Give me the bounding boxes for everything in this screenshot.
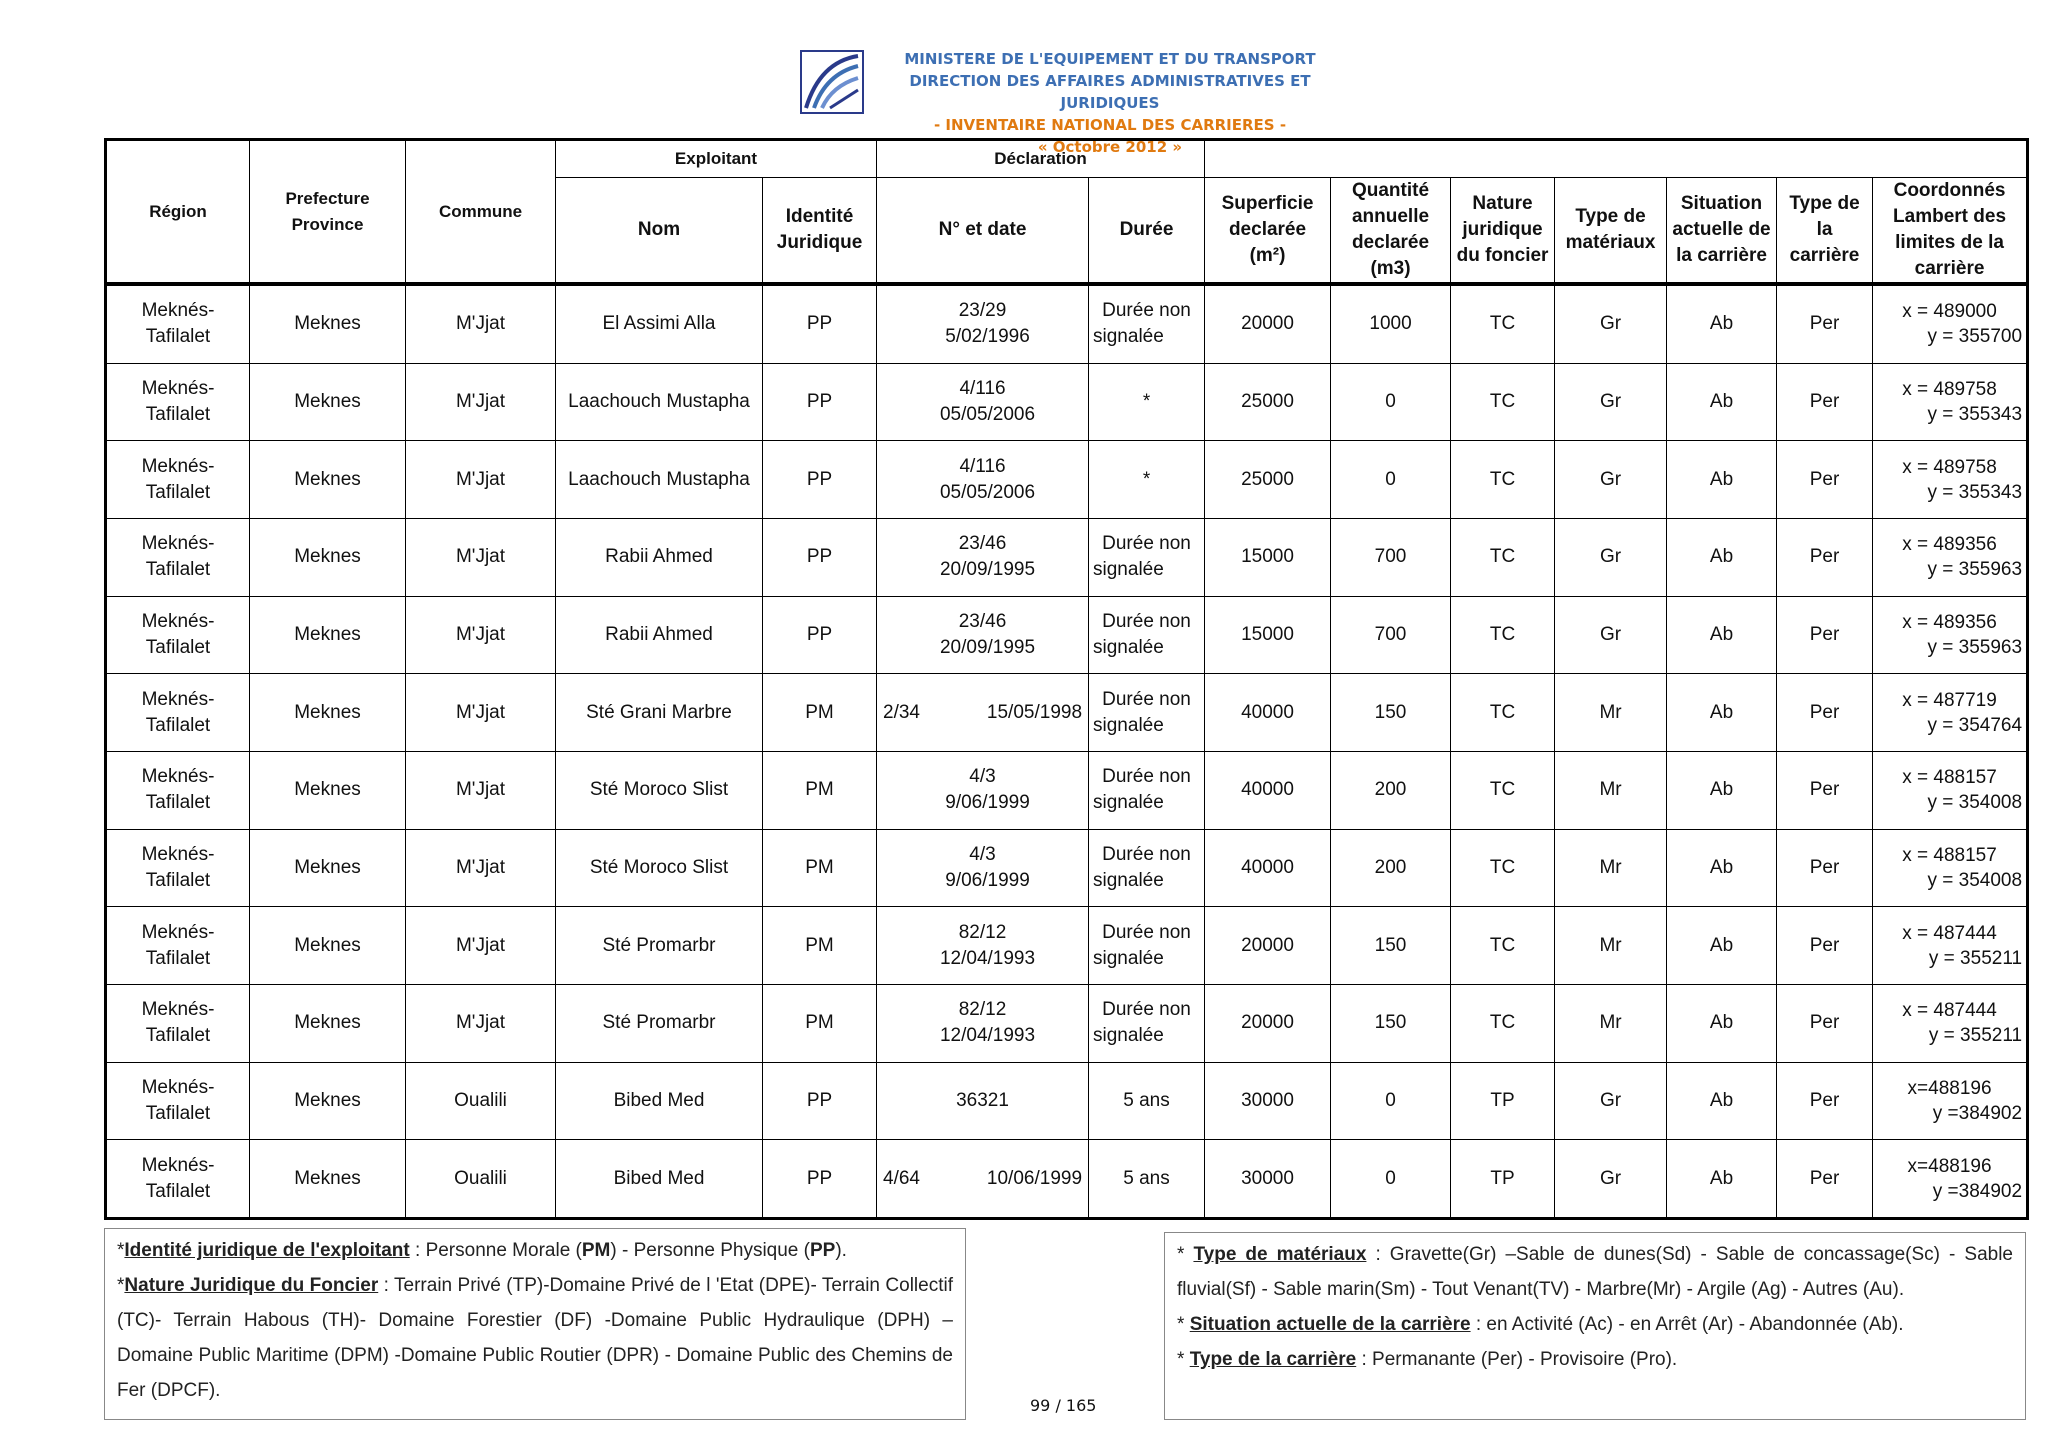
coord-y: y = 355700 — [1927, 326, 2023, 348]
decl-date: 20/09/1995 — [939, 636, 1036, 658]
cell-coordonnees — [1873, 907, 2028, 985]
cell-identite: PP — [763, 284, 877, 363]
group-header-row — [106, 140, 2028, 178]
coord-x: x = 489000 — [1902, 301, 1997, 323]
coord-y: y = 354008 — [1927, 869, 2023, 891]
cell-situation: Ab — [1667, 518, 1777, 596]
cell-num-date — [877, 829, 1089, 907]
cell-region: Meknés-Tafilalet — [106, 984, 250, 1062]
cell-nom: Laachouch Mustapha — [556, 363, 763, 441]
cell-nature: TC — [1451, 984, 1555, 1062]
cell-num-date — [877, 674, 1089, 752]
cell-prefecture: Meknes — [250, 829, 406, 907]
table-row — [106, 1140, 2028, 1219]
cell-commune: Oualili — [406, 1062, 556, 1140]
cell-duree: Durée non signalée — [1089, 518, 1205, 596]
cell-coordonnees — [1873, 751, 2028, 829]
cell-quantite: 0 — [1331, 363, 1451, 441]
cell-situation: Ab — [1667, 441, 1777, 519]
cell-duree: Durée non signalée — [1089, 907, 1205, 985]
cell-commune: Oualili — [406, 1140, 556, 1219]
cell-superficie: 20000 — [1205, 907, 1331, 985]
cell-materiaux: Gr — [1555, 518, 1667, 596]
cell-region: Meknés-Tafilalet — [106, 674, 250, 752]
table-row — [106, 674, 2028, 752]
decl-date: 15/05/1998 — [986, 701, 1083, 723]
cell-type: Per — [1777, 441, 1873, 519]
decl-number: 4/116 — [959, 455, 1006, 477]
col-superficie: Superficie declarée (m²) — [1205, 178, 1331, 285]
col-prefecture: Prefecture Province — [250, 140, 406, 285]
cell-type: Per — [1777, 829, 1873, 907]
cell-quantite: 1000 — [1331, 284, 1451, 363]
cell-nom: Sté Grani Marbre — [556, 674, 763, 752]
cell-nature: TC — [1451, 751, 1555, 829]
col-region: Région — [106, 140, 250, 285]
cell-situation: Ab — [1667, 284, 1777, 363]
cell-region: Meknés-Tafilalet — [106, 596, 250, 674]
cell-identite: PP — [763, 518, 877, 596]
coord-x: x = 488157 — [1902, 767, 1997, 789]
decl-date: 12/04/1993 — [939, 1025, 1036, 1047]
cell-commune: M'Jjat — [406, 441, 556, 519]
cell-type: Per — [1777, 907, 1873, 985]
cell-coordonnees — [1873, 1062, 2028, 1140]
cell-superficie: 30000 — [1205, 1140, 1331, 1219]
cell-type: Per — [1777, 518, 1873, 596]
col-duree: Durée — [1089, 178, 1205, 285]
cell-prefecture: Meknes — [250, 751, 406, 829]
cell-nature: TP — [1451, 1140, 1555, 1219]
legend-identite-text-b: ) - Personne Physique ( — [610, 1240, 810, 1261]
cell-superficie: 25000 — [1205, 441, 1331, 519]
cell-commune: M'Jjat — [406, 829, 556, 907]
col-coordonnees: Coordonnés Lambert des limites de la carrière — [1873, 178, 2028, 285]
col-nom: Nom — [556, 178, 763, 285]
cell-prefecture: Meknes — [250, 1062, 406, 1140]
cell-nature: TP — [1451, 1062, 1555, 1140]
cell-type: Per — [1777, 984, 1873, 1062]
legend-situation-text: : en Activité (Ac) - en Arrêt (Ar) - Abandonnée (Ab). — [1470, 1314, 1904, 1335]
cell-situation: Ab — [1667, 751, 1777, 829]
coord-y: y = 355211 — [1928, 1025, 2023, 1047]
decl-number: 23/46 — [958, 610, 1007, 632]
decl-number: 4/116 — [959, 378, 1006, 399]
cell-identite: PP — [763, 1062, 877, 1140]
coord-y: y = 355211 — [1928, 947, 2023, 969]
cell-quantite: 150 — [1331, 984, 1451, 1062]
cell-identite: PM — [763, 751, 877, 829]
legend-identite-text-a: : Personne Morale ( — [409, 1240, 582, 1261]
cell-nom: Sté Moroco Slist — [556, 751, 763, 829]
cell-materiaux: Gr — [1555, 1140, 1667, 1219]
legend-identite-text-c: ). — [835, 1240, 847, 1261]
cell-materiaux: Mr — [1555, 674, 1667, 752]
cell-type: Per — [1777, 596, 1873, 674]
cell-quantite: 200 — [1331, 751, 1451, 829]
decl-date: 20/09/1995 — [939, 559, 1036, 581]
table-row — [106, 441, 2028, 519]
cell-coordonnees — [1873, 674, 2028, 752]
coord-x: x = 489758 — [1902, 456, 1997, 478]
coord-x: x = 487444 — [1902, 922, 1997, 944]
cell-nature: TC — [1451, 907, 1555, 985]
cell-situation: Ab — [1667, 829, 1777, 907]
decl-date: 05/05/2006 — [939, 481, 1036, 503]
coord-y: y = 355963 — [1927, 636, 2023, 658]
cell-duree: Durée non signalée — [1089, 596, 1205, 674]
col-nature: Nature juridique du foncier — [1451, 178, 1555, 285]
cell-region: Meknés-Tafilalet — [106, 363, 250, 441]
cell-identite: PP — [763, 1140, 877, 1219]
cell-duree: Durée non signalée — [1089, 751, 1205, 829]
cell-materiaux: Mr — [1555, 829, 1667, 907]
cell-quantite: 150 — [1331, 674, 1451, 752]
cell-quantite: 0 — [1331, 1062, 1451, 1140]
cell-num-date — [877, 518, 1089, 596]
decl-date: 9/06/1999 — [945, 869, 1030, 891]
legend-nature-title: Nature Juridique du Foncier — [124, 1275, 379, 1296]
cell-region: Meknés-Tafilalet — [106, 907, 250, 985]
page-number: 99 / 165 — [1030, 1396, 1097, 1415]
cell-num-date — [877, 984, 1089, 1062]
cell-num-date — [877, 596, 1089, 674]
table-row — [106, 829, 2028, 907]
table-row — [106, 751, 2028, 829]
col-commune: Commune — [406, 140, 556, 285]
cell-num-date — [877, 363, 1089, 441]
cell-prefecture: Meknes — [250, 907, 406, 985]
cell-duree: 5 ans — [1089, 1140, 1205, 1219]
coord-x: x=488196 — [1907, 1155, 1992, 1177]
table-row — [106, 984, 2028, 1062]
cell-identite: PP — [763, 441, 877, 519]
cell-commune: M'Jjat — [406, 518, 556, 596]
cell-commune: M'Jjat — [406, 751, 556, 829]
cell-type: Per — [1777, 363, 1873, 441]
cell-region: Meknés-Tafilalet — [106, 441, 250, 519]
cell-duree: 5 ans — [1089, 1062, 1205, 1140]
cell-quantite: 200 — [1331, 829, 1451, 907]
cell-nom: Rabii Ahmed — [556, 518, 763, 596]
coord-x: x = 489758 — [1902, 379, 1997, 400]
decl-date: 10/06/1999 — [986, 1167, 1083, 1189]
quarry-inventory-table — [104, 138, 2029, 1220]
cell-commune: M'Jjat — [406, 984, 556, 1062]
cell-prefecture: Meknes — [250, 284, 406, 363]
cell-situation: Ab — [1667, 363, 1777, 441]
cell-duree: Durée non signalée — [1089, 984, 1205, 1062]
cell-nature: TC — [1451, 674, 1555, 752]
cell-commune: M'Jjat — [406, 363, 556, 441]
legend-identite-pp: PP — [809, 1240, 836, 1261]
legend-situation-title: Situation actuelle de la carrière — [1189, 1314, 1471, 1335]
cell-nature: TC — [1451, 363, 1555, 441]
coord-x: x = 487444 — [1902, 1000, 1997, 1022]
group-empty — [1205, 140, 2028, 178]
cell-superficie: 25000 — [1205, 363, 1331, 441]
cell-nature: TC — [1451, 829, 1555, 907]
cell-superficie: 40000 — [1205, 674, 1331, 752]
cell-superficie: 15000 — [1205, 596, 1331, 674]
cell-superficie: 20000 — [1205, 284, 1331, 363]
cell-type: Per — [1777, 751, 1873, 829]
cell-type: Per — [1777, 284, 1873, 363]
coord-x: x = 487719 — [1902, 689, 1997, 711]
cell-nature: TC — [1451, 441, 1555, 519]
cell-nature: TC — [1451, 518, 1555, 596]
col-num-date: N° et date — [877, 178, 1089, 285]
cell-quantite: 0 — [1331, 441, 1451, 519]
legend-right: * Type de matériaux : Gravette(Gr) –Sable de dunes(Sd) - Sable de concassage(Sc) - Sable fluvial(Sf) - Sable marin(Sm) - Tout Venant(TV) - Marbre(Mr) - Argile (Ag) - Autres (Au). * Situation actuelle de la carrière : en Activité (Ac) - en Arrêt (Ar) - Abandonnée (Ab). * Type de la carrière : Permanante (Per) - Provisoire (Pro). — [1164, 1232, 2026, 1420]
cell-commune: M'Jjat — [406, 674, 556, 752]
decl-number: 4/3 — [969, 766, 996, 788]
cell-superficie: 40000 — [1205, 829, 1331, 907]
cell-identite: PP — [763, 363, 877, 441]
cell-materiaux: Gr — [1555, 441, 1667, 519]
coord-x: x = 489356 — [1902, 611, 1997, 633]
cell-nom: Rabii Ahmed — [556, 596, 763, 674]
legend-left: *Identité juridique de l'exploitant : Personne Morale (PM) - Personne Physique (PP). *Nature Juridique du Foncier : Terrain Privé (TP)-Domaine Privé de l 'Etat (DPE)- Terrain Collectif (TC)- Terrain Habous (TH)- Domaine Forestier (DF) -Domaine Public Hydraulique (DPH) – Domaine Public Maritime (DPM) -Domaine Public Routier (DPR) - Domaine Public des Chemins de Fer (DPCF). — [104, 1228, 966, 1420]
table-row — [106, 907, 2028, 985]
cell-nom: Sté Promarbr — [556, 907, 763, 985]
cell-region: Meknés-Tafilalet — [106, 518, 250, 596]
cell-prefecture: Meknes — [250, 518, 406, 596]
cell-situation: Ab — [1667, 596, 1777, 674]
col-identite: Identité Juridique — [763, 178, 877, 285]
cell-nom: Sté Moroco Slist — [556, 829, 763, 907]
decl-date: 5/02/1996 — [945, 326, 1030, 348]
decl-number: 23/46 — [958, 533, 1007, 555]
header-ministry: MINISTERE DE L'EQUIPEMENT ET DU TRANSPORT — [904, 50, 1316, 68]
legend-type-title: Type de la carrière — [1189, 1349, 1357, 1370]
cell-nom: El Assimi Alla — [556, 284, 763, 363]
cell-type: Per — [1777, 674, 1873, 752]
coord-x: x=488196 — [1907, 1077, 1992, 1099]
cell-nature: TC — [1451, 284, 1555, 363]
cell-num-date — [877, 751, 1089, 829]
table-row — [106, 1062, 2028, 1140]
cell-region: Meknés-Tafilalet — [106, 1062, 250, 1140]
coord-y: y =384902 — [1932, 1180, 2023, 1202]
cell-materiaux: Gr — [1555, 363, 1667, 441]
cell-nom: Bibed Med — [556, 1140, 763, 1219]
cell-prefecture: Meknes — [250, 441, 406, 519]
cell-superficie: 15000 — [1205, 518, 1331, 596]
cell-prefecture: Meknes — [250, 596, 406, 674]
cell-num-date — [877, 441, 1089, 519]
decl-number: 82/12 — [958, 999, 1007, 1021]
legend-type-text: : Permanante (Per) - Provisoire (Pro). — [1356, 1349, 1678, 1370]
coord-y: y = 355963 — [1927, 559, 2023, 581]
cell-duree: Durée non signalée — [1089, 829, 1205, 907]
cell-quantite: 150 — [1331, 907, 1451, 985]
cell-region: Meknés-Tafilalet — [106, 751, 250, 829]
legend-materiaux-title: Type de matériaux — [1193, 1244, 1367, 1265]
cell-nature: TC — [1451, 596, 1555, 674]
table-row — [106, 596, 2028, 674]
cell-prefecture: Meknes — [250, 363, 406, 441]
col-type-carriere: Type de la carrière — [1777, 178, 1873, 285]
decl-number: 4/3 — [969, 843, 996, 865]
cell-type: Per — [1777, 1140, 1873, 1219]
cell-coordonnees — [1873, 441, 2028, 519]
cell-region: Meknés-Tafilalet — [106, 1140, 250, 1219]
cell-coordonnees — [1873, 984, 2028, 1062]
coord-y: y = 354764 — [1927, 714, 2023, 736]
coord-x: x = 489356 — [1902, 534, 1997, 556]
table-row — [106, 284, 2028, 363]
cell-num-date — [877, 1140, 1089, 1219]
cell-superficie: 40000 — [1205, 751, 1331, 829]
header-inventory: - INVENTAIRE NATIONAL DES CARRIERES - — [933, 116, 1287, 134]
group-declaration: Déclaration — [877, 140, 1205, 178]
cell-num-date — [877, 907, 1089, 985]
cell-identite: PM — [763, 829, 877, 907]
coord-y: y = 355343 — [1927, 404, 2023, 425]
table-row — [106, 363, 2028, 441]
cell-superficie: 20000 — [1205, 984, 1331, 1062]
cell-prefecture: Meknes — [250, 984, 406, 1062]
cell-quantite: 700 — [1331, 518, 1451, 596]
cell-materiaux: Gr — [1555, 1062, 1667, 1140]
cell-materiaux: Mr — [1555, 984, 1667, 1062]
legend-nature-text: : Terrain Privé (TP)-Domaine Privé de l 'Etat (DPE)- Terrain Collectif (TC)- Terrain Habous (TH)- Domaine Forestier (DF) -Domaine Public Hydraulique (DPH) – Domaine Public Maritime (DPM) -Domaine Public Routier (DPR) - Domaine Public des Chemins de Fer (DPCF). — [117, 1275, 953, 1401]
decl-date: 05/05/2006 — [939, 404, 1036, 425]
cell-nom: Sté Promarbr — [556, 984, 763, 1062]
cell-prefecture: Meknes — [250, 1140, 406, 1219]
cell-duree: * — [1089, 441, 1205, 519]
table-row — [106, 518, 2028, 596]
cell-quantite: 0 — [1331, 1140, 1451, 1219]
legend-materiaux-text: : Gravette(Gr) –Sable de dunes(Sd) - Sable de concassage(Sc) - Sable fluvial(Sf) - Sable marin(Sm) - Tout Venant(TV) - Marbre(Mr) - Argile (Ag) - Autres (Au). — [1177, 1244, 2013, 1300]
cell-materiaux: Mr — [1555, 751, 1667, 829]
cell-num-date — [877, 284, 1089, 363]
decl-number: 2/34 — [883, 701, 920, 723]
cell-coordonnees — [1873, 518, 2028, 596]
col-type-materiaux: Type de matériaux — [1555, 178, 1667, 285]
legend-identite-title: Identité juridique de l'exploitant — [124, 1240, 410, 1261]
cell-situation: Ab — [1667, 1140, 1777, 1219]
cell-num-date — [877, 1062, 1089, 1140]
cell-situation: Ab — [1667, 674, 1777, 752]
group-exploitant: Exploitant — [556, 140, 877, 178]
header-date: « Octobre 2012 » — [1037, 138, 1183, 156]
cell-commune: M'Jjat — [406, 596, 556, 674]
cell-coordonnees — [1873, 1140, 2028, 1219]
col-quantite: Quantité annuelle declarée (m3) — [1331, 178, 1451, 285]
cell-region: Meknés-Tafilalet — [106, 284, 250, 363]
legend-identite-pm: PM — [581, 1240, 611, 1261]
cell-situation: Ab — [1667, 984, 1777, 1062]
coord-y: y = 354008 — [1927, 792, 2023, 814]
decl-number: 4/64 — [883, 1167, 920, 1189]
header-direction: DIRECTION DES AFFAIRES ADMINISTRATIVES ET JURIDIQUES — [909, 72, 1311, 112]
coord-y: y = 355343 — [1927, 481, 2023, 503]
cell-nom: Bibed Med — [556, 1062, 763, 1140]
decl-number: 23/29 — [958, 300, 1007, 322]
cell-materiaux: Mr — [1555, 907, 1667, 985]
decl-number: 82/12 — [958, 921, 1007, 943]
cell-situation: Ab — [1667, 907, 1777, 985]
cell-nom: Laachouch Mustapha — [556, 441, 763, 519]
decl-date: 12/04/1993 — [939, 947, 1036, 969]
col-situation: Situation actuelle de la carrière — [1667, 178, 1777, 285]
document-header — [0, 46, 2048, 156]
coord-x: x = 488157 — [1902, 844, 1997, 866]
coord-y: y =384902 — [1932, 1102, 2023, 1124]
cell-duree: * — [1089, 363, 1205, 441]
cell-commune: M'Jjat — [406, 907, 556, 985]
cell-identite: PM — [763, 984, 877, 1062]
cell-duree: Durée non signalée — [1089, 674, 1205, 752]
cell-identite: PM — [763, 674, 877, 752]
cell-commune: M'Jjat — [406, 284, 556, 363]
cell-superficie: 30000 — [1205, 1062, 1331, 1140]
cell-identite: PP — [763, 596, 877, 674]
cell-coordonnees — [1873, 596, 2028, 674]
decl-date: 9/06/1999 — [945, 792, 1030, 814]
cell-situation: Ab — [1667, 1062, 1777, 1140]
cell-materiaux: Gr — [1555, 596, 1667, 674]
cell-coordonnees — [1873, 284, 2028, 363]
cell-identite: PM — [763, 907, 877, 985]
cell-prefecture: Meknes — [250, 674, 406, 752]
cell-duree: Durée non signalée — [1089, 284, 1205, 363]
cell-coordonnees — [1873, 363, 2028, 441]
decl-date: 36321 — [956, 1089, 1009, 1111]
ministry-logo-icon — [800, 50, 864, 114]
cell-quantite: 700 — [1331, 596, 1451, 674]
cell-type: Per — [1777, 1062, 1873, 1140]
cell-region: Meknés-Tafilalet — [106, 829, 250, 907]
cell-coordonnees — [1873, 829, 2028, 907]
cell-materiaux: Gr — [1555, 284, 1667, 363]
